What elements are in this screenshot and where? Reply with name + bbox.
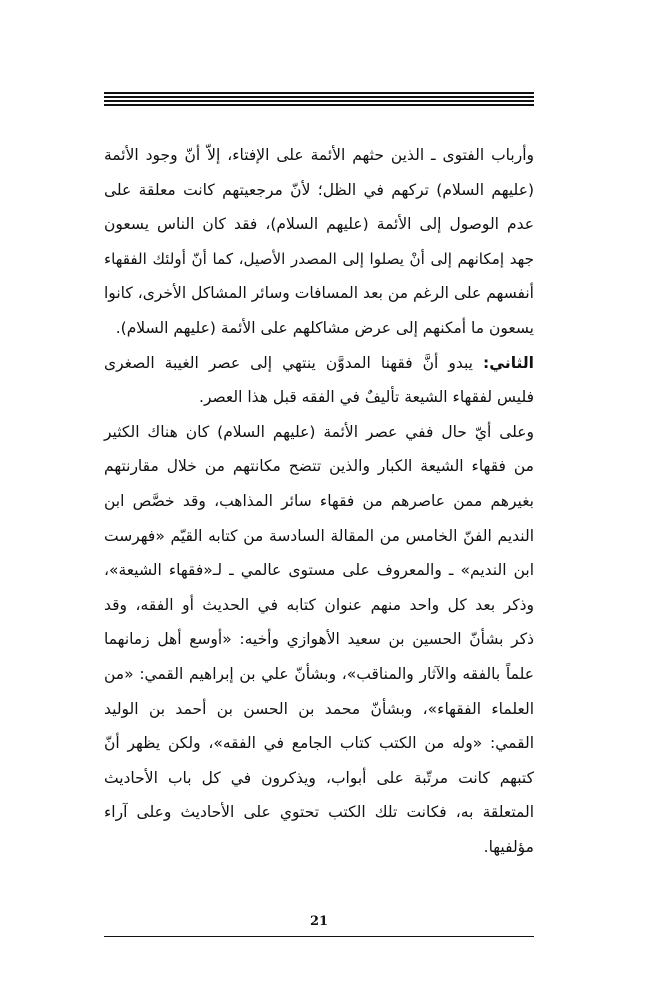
header-rule-2 [104, 96, 534, 98]
header-rule-3 [104, 100, 534, 102]
second-point-text: يبدو أنَّ فقهنا المدوَّن ينتهي إلى عصر الغيبة الصغرى [104, 353, 484, 372]
text-line: وعلى أيّ حال ففي عصر الأئمة (عليهم السلام) كان هناك الكثير [104, 422, 534, 441]
header-rule-1 [104, 92, 534, 94]
text-line: مؤلفيها. [483, 837, 534, 856]
text-line: فليس لفقهاء الشيعة تأليفٌ في الفقه قبل هذا العصر. [199, 388, 534, 407]
second-point-line [104, 346, 534, 381]
text-line: عدم الوصول إلى الأئمة (عليهم السلام)، فقد كان الناس يسعون [104, 215, 534, 234]
second-point-heading: الثاني: [483, 353, 534, 372]
text-line: علماً بالفقه والآثار والمناقب»، وبشأنّ علي بن إبراهيم القمي: «من [104, 664, 534, 683]
page-number: 21 [309, 914, 329, 929]
text-line: أنفسهم على الرغم من بعد المسافات وسائر المشاكل الأخرى، كانوا [104, 284, 534, 303]
text-line: من فقهاء الشيعة الكبار والذين تتضح مكانتهم من خلال مقارنتهم [104, 457, 534, 476]
footer-rule [104, 936, 534, 937]
text-line: المتعلقة به، فكانت تلك الكتب تحتوي على الأحاديث وعلى آراء [104, 803, 534, 822]
header-rule-4 [104, 104, 534, 106]
text-line: النديم الفنّ الخامس من المقالة السادسة من كتابه القيّم «فهرست [104, 526, 534, 545]
text-line: وذكر بعد كل واحد منهم عنوان كتابه في الحديث أو الفقه، وقد [104, 595, 534, 614]
page-body [104, 138, 534, 864]
text-line: (عليهم السلام) تركهم في الظل؛ لأنّ مرجعيتهم كانت معلقة على [104, 180, 534, 199]
text-line: بغيرهم ممن عاصرهم من فقهاء سائر المذاهب، وقد خصَّص ابن [104, 491, 534, 510]
text-line: القمي: «وله من الكتب كتاب الجامع في الفقه»، ولكن يظهر أنّ [104, 734, 534, 753]
text-line: العلماء الفقهاء»، وبشأنّ محمد بن الحسن بن أحمد بن الوليد [104, 699, 534, 718]
text-line: ذكر بشأنّ الحسين بن سعيد الأهوازي وأخيه: «أوسع أهل زمانهما [104, 630, 534, 649]
text-line: ابن النديم» ـ والمعروف على مستوى عالمي ـ لـ«فقهاء الشيعة»، [104, 561, 534, 580]
text-line: وأرباب الفتوى ـ الذين حثهم الأئمة على الإفتاء، إلاّ أنّ وجود الأئمة [104, 146, 534, 164]
text-line: جهد إمكانهم إلى أنْ يصلوا إلى المصدر الأصيل، كما أنّ أولئك الفقهاء [104, 249, 534, 268]
text-line: يسعون ما أمكنهم إلى عرض مشاكلهم على الأئمة (عليهم السلام). [115, 318, 534, 337]
text-line: كتبهم كانت مرتّبة على أبواب، ويذكرون في كل باب الأحاديث [104, 768, 534, 787]
